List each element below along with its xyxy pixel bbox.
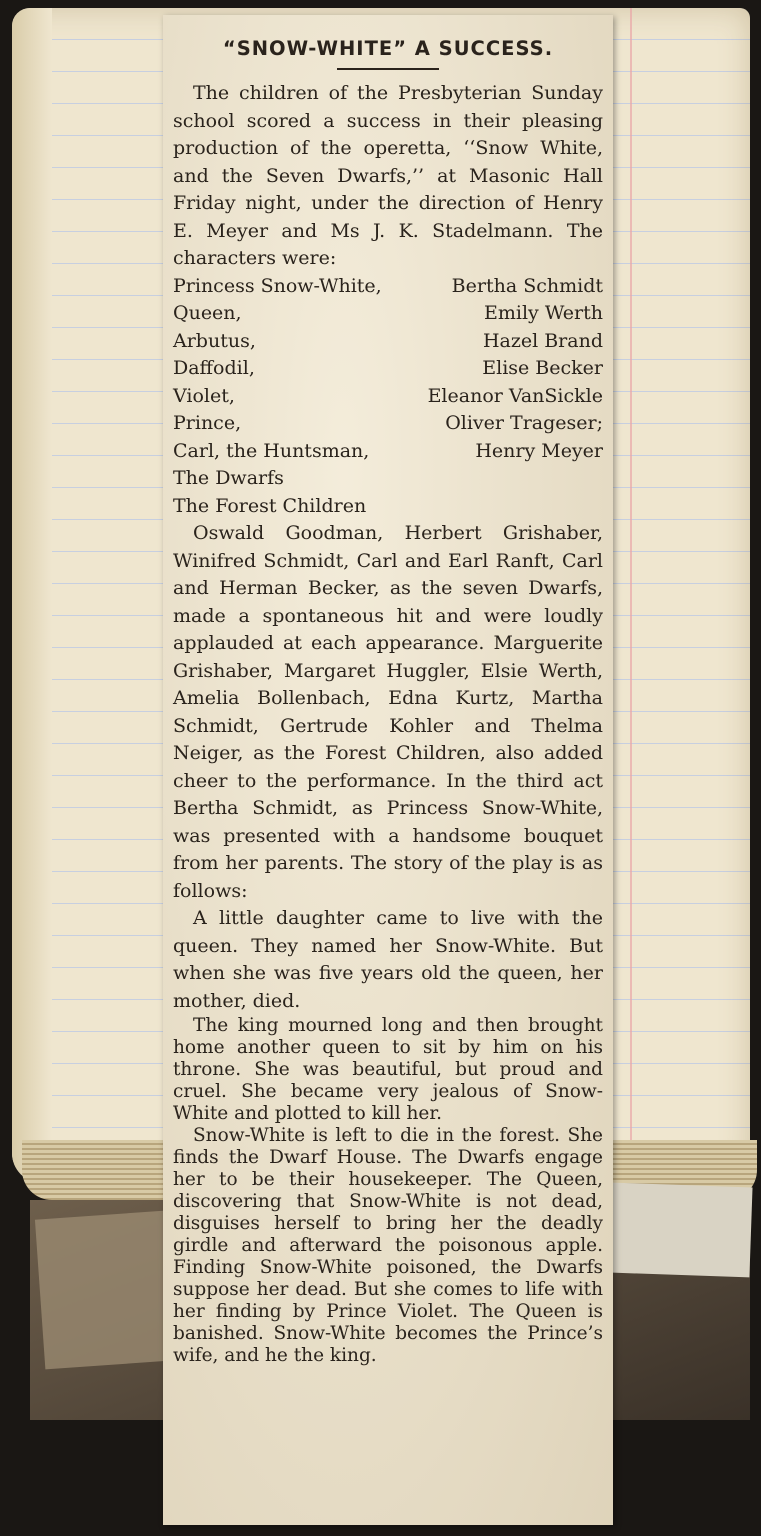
story-paragraph-1: A little daughter came to live with the queen. They named her Snow-White. But when she was five years old the queen, her mother, died. — [173, 907, 603, 1012]
margin-line — [630, 8, 632, 1183]
cast-actor: Hazel Brand — [482, 329, 603, 352]
cast-row — [173, 273, 603, 301]
cast-role: Prince, — [173, 412, 242, 434]
intro-paragraph: The children of the Presbyterian Sunday school scored a success in their pleasing production of the operetta, ‘‘Snow White, and the Seven Dwarfs,’’ at Masonic Hall Friday night, under the direction of Henry E. Meyer and Ms J. K. Stadelmann. The characters were: — [173, 82, 603, 269]
group-dwarfs: The Dwarfs — [173, 467, 284, 489]
dwarfs-paragraph: Oswald Goodman, Herbert Grishaber, Winifred Schmidt, Carl and Earl Ranft, Carl and Herman Becker, as the seven Dwarfs, made a spontaneous hit and were loudly applauded at each appearance. Marguerite Grishaber, Margaret Huggler, Elsie Werth, Amelia Bollenbach, Edna Kurtz, Martha Schmidt, Gertrude Kohler and Thelma Neiger, as the Forest Children, also added cheer to the performance. In the third act Bertha Schmidt, as Princess Snow-White, was presented with a handsome bouquet from her parents. The story of the play is as follows: — [173, 522, 603, 902]
notebook-binding — [12, 8, 52, 1183]
cast-role: Arbutus, — [173, 329, 256, 352]
article-body — [173, 80, 603, 1015]
cast-actor: Emily Werth — [484, 302, 603, 324]
story-paragraph-3: Snow-White is left to die in the forest. She finds the Dwarf House. The Dwarfs engage her to be their housekeeper. The Queen, discovering that Snow-White is not dead, disguises herself to bring her the deadly girdle and afterward the poisonous apple. Finding Snow-White poisoned, the Dwarfs suppose her dead. But she comes to life with her finding by Prince Violet. The Queen is banished. Snow-White becomes the Prince’s wife, and he the king. — [173, 1125, 603, 1366]
story-paragraph-2: The king mourned long and then brought home another queen to sit by him on his throne. She was beautiful, but proud and cruel. She became very jealous of Snow-White and plotted to kill her. — [173, 1015, 603, 1124]
cast-actor: Bertha Schmidt — [451, 274, 603, 297]
cast-role: Carl, the Huntsman, — [173, 439, 370, 462]
headline: “SNOW-WHITE” A SUCCESS. — [222, 37, 554, 60]
scrap-note-right — [609, 1183, 752, 1278]
cast-row — [173, 383, 603, 411]
newspaper-clipping — [163, 15, 613, 1525]
cast-row — [173, 355, 603, 383]
scrap-note-left — [35, 1211, 175, 1370]
cast-actor: Elise Becker — [482, 357, 603, 379]
cast-row — [173, 410, 603, 438]
cast-actor: Henry Meyer — [475, 439, 603, 462]
cast-actor: Oliver Trageser; — [445, 412, 603, 434]
cast-row — [173, 328, 603, 356]
headline-rule — [337, 68, 439, 70]
cast-list — [173, 273, 603, 521]
cast-role: Daffodil, — [173, 357, 255, 379]
cast-role: Princess Snow-White, — [173, 274, 382, 297]
group-forest-children: The Forest Children — [173, 494, 367, 517]
cast-role: Violet, — [173, 384, 235, 407]
cast-actor: Eleanor VanSickle — [427, 384, 603, 407]
cast-row — [173, 438, 603, 466]
article-body-continued — [173, 1015, 603, 1367]
cast-row — [173, 300, 603, 328]
cast-role: Queen, — [173, 302, 242, 324]
